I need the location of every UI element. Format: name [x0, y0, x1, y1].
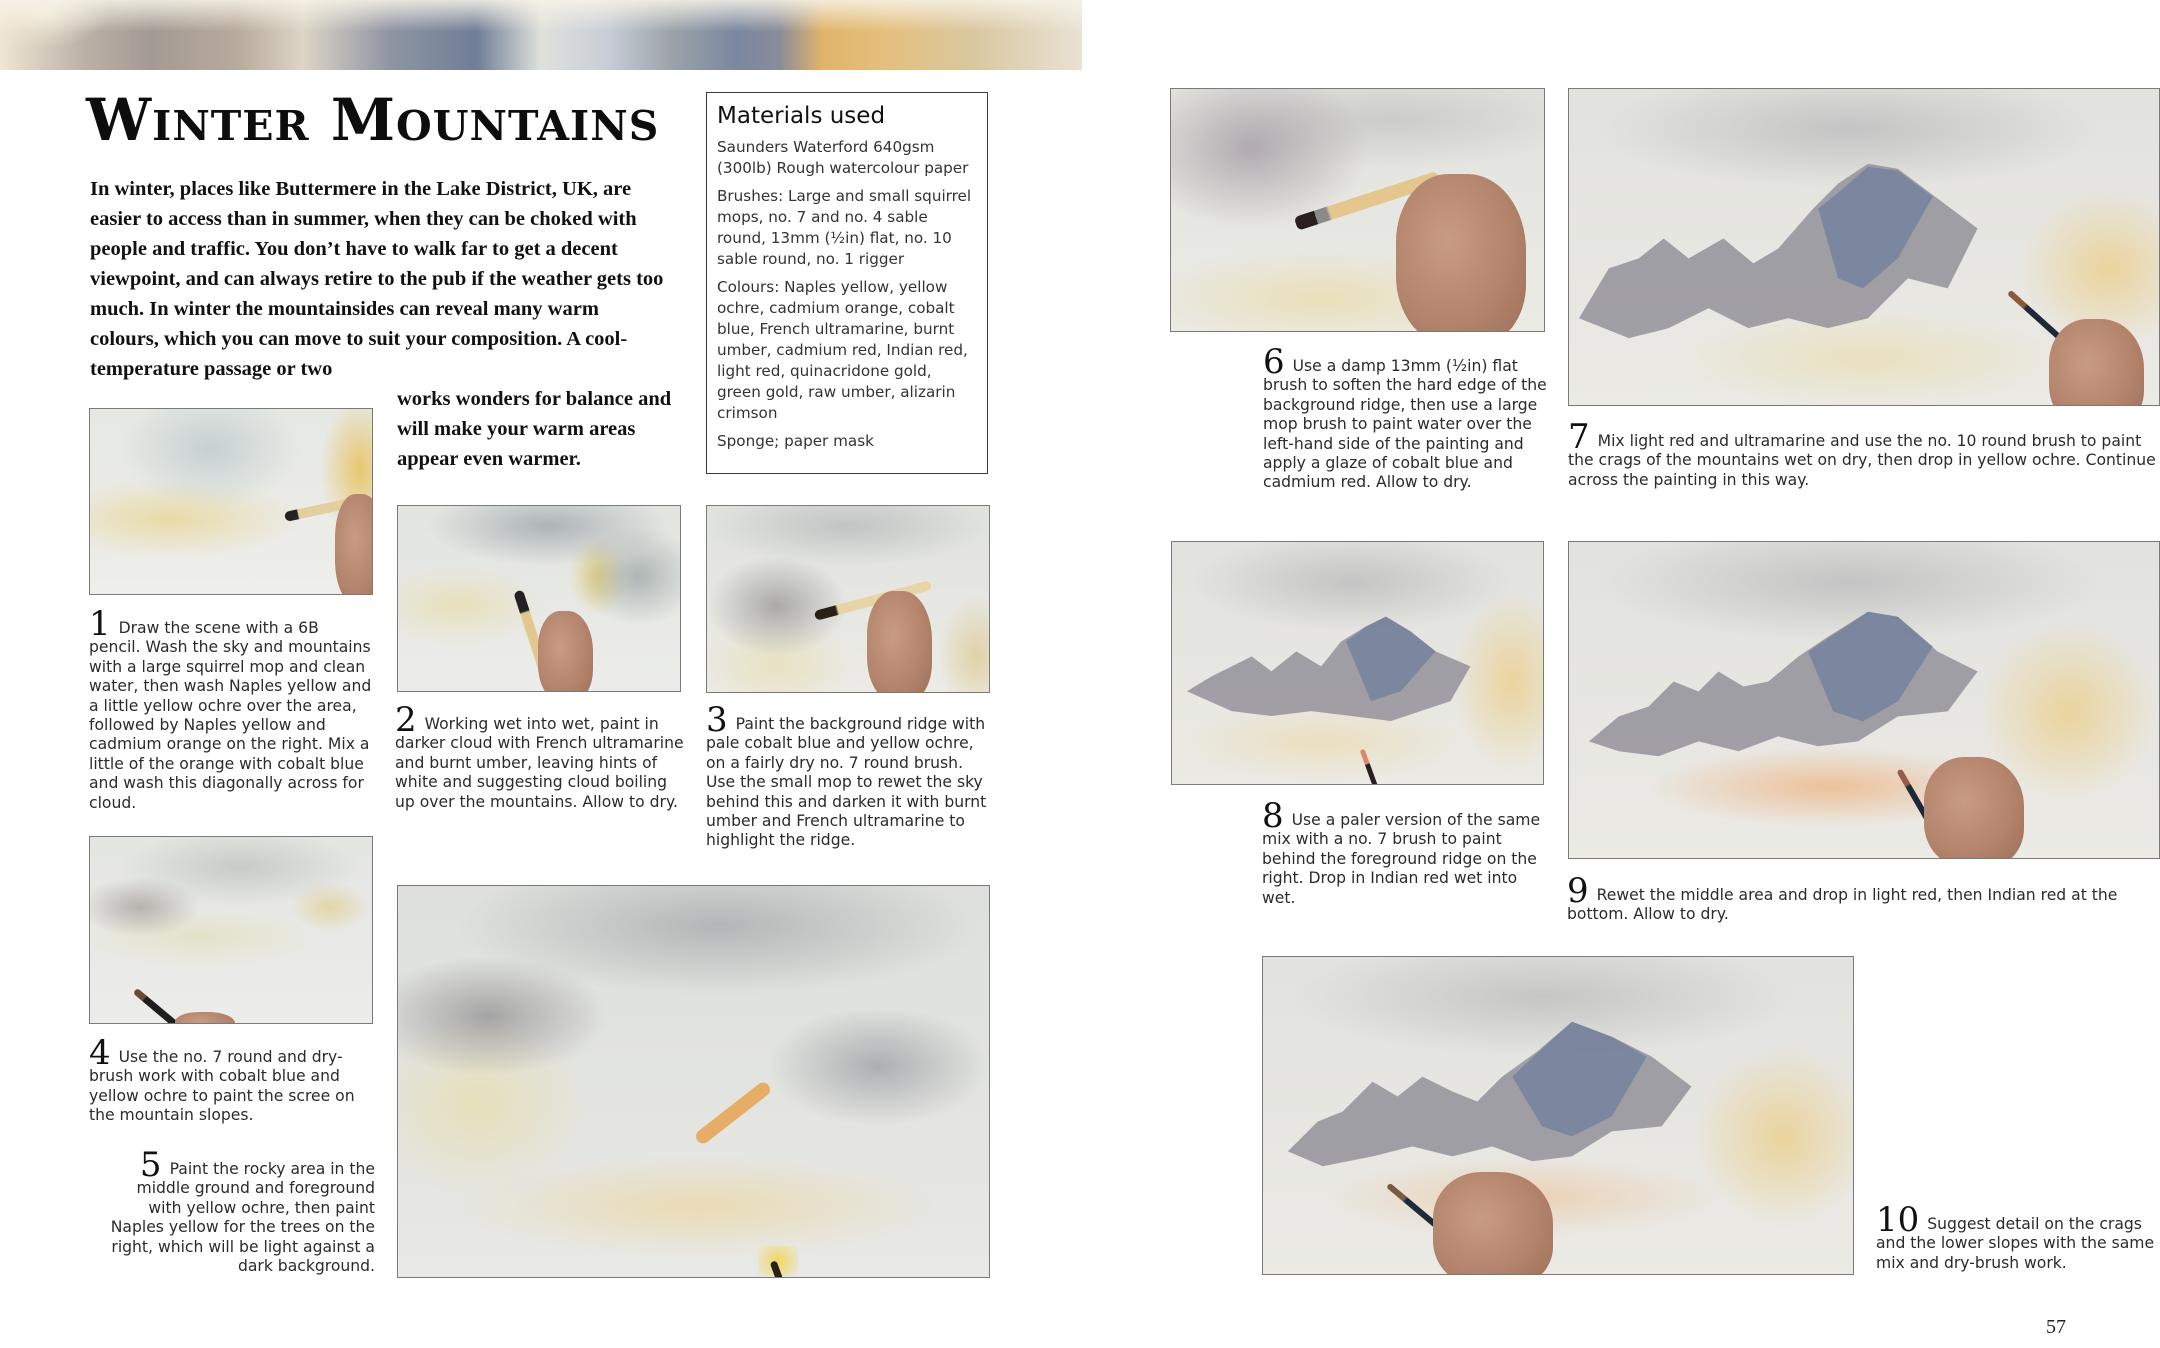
step-10-caption: 10 Suggest detail on the crags and the lower slopes with the same mix and dry-brush work.	[1876, 1200, 2155, 1272]
step-4-caption: 4 Use the no. 7 round and dry-brush work with cobalt blue and yellow ochre to paint the scree on the mountain slopes.	[89, 1033, 355, 1125]
step-number: 4	[89, 1033, 111, 1073]
step-4-photo	[89, 836, 373, 1024]
step-9-photo	[1568, 541, 2160, 859]
intro-paragraph: In winter, places like Buttermere in the Lake District, UK, are easier to access than in summer, when they can be choked with people and traffic. You don’t have to walk far to get a decent viewpoint, and can always retire to the pub if the weather gets too much. In winter the mountainsides can reveal many warm colours, which you can move to suit your composition. A cool-temperature passage or two	[90, 178, 664, 380]
step-number: 10	[1876, 1200, 1920, 1240]
materials-heading: Materials used	[717, 103, 886, 129]
mountain-crags	[1172, 542, 1543, 785]
materials-colours: Colours: Naples yellow, yellow ochre, cadmium orange, cobalt blue, French ultramarine, burnt umber, cadmium red, Indian red, light red, quinacridone gold, green gold, raw umber, alizarin crimson	[717, 278, 968, 422]
mountain-crags	[1263, 957, 1853, 1275]
materials-paper: Saunders Waterford 640gsm (300lb) Rough watercolour paper	[717, 138, 969, 177]
step-number: 9	[1567, 871, 1589, 911]
step-5-photo	[397, 885, 990, 1278]
page-number: 57	[2046, 1316, 2066, 1338]
hand-icon	[1924, 757, 2024, 859]
step-9-caption: 9 Rewet the middle area and drop in light red, then Indian red at the bottom. Allow to dry.	[1567, 871, 2118, 924]
hand-icon	[538, 611, 593, 692]
step-8-photo	[1171, 541, 1544, 785]
intro-paragraph-tail: works wonders for balance and will make your warm areas appear even warmer.	[397, 388, 672, 470]
materials-box	[706, 92, 988, 474]
step-number: 1	[89, 604, 111, 644]
step-6-photo	[1170, 88, 1545, 332]
banner-painting	[0, 0, 1082, 70]
step-3-caption: 3 Paint the background ridge with pale cobalt blue and yellow ochre, on a fairly dry no. 7 round brush. Use the small mop to rewet the sky behind this and darken it with burnt umber and French ultramarine to highlight the ridge.	[706, 700, 987, 850]
step-2-photo	[397, 505, 681, 692]
page-title: Winter Mountains	[86, 86, 660, 154]
hand-icon	[867, 591, 932, 693]
step-number: 2	[395, 700, 417, 740]
step-number: 6	[1263, 342, 1285, 382]
hand-icon	[1396, 174, 1526, 332]
step-2-caption: 2 Working wet into wet, paint in darker cloud with French ultramarine and burnt umber, leaving hints of white and suggesting cloud boiling up over the mountains. Allow to dry.	[395, 700, 684, 811]
step-1-caption: 1 Draw the scene with a 6B pencil. Wash the sky and mountains with a large squirrel mop and clean water, then wash Naples yellow and a little yellow ochre over the area, followed by Naples yellow and cadmium orange on the right. Mix a little of the orange with cobalt blue and wash this diagonally across for cloud.	[89, 604, 372, 812]
materials-brushes: Brushes: Large and small squirrel mops, no. 7 and no. 4 sable round, 13mm (½in) flat, no. 10 sable round, no. 1 rigger	[717, 187, 972, 268]
step-5-caption: 5 Paint the rocky area in the middle ground and foreground with yellow ochre, then paint Naples yellow for the trees on the right, which will be light against a dark background.	[110, 1145, 375, 1276]
step-number: 7	[1568, 417, 1590, 457]
hand-icon	[1433, 1172, 1553, 1275]
step-1-photo	[89, 408, 373, 595]
materials-other: Sponge; paper mask	[717, 432, 874, 450]
step-number: 5	[139, 1145, 162, 1185]
step-7-caption: 7 Mix light red and ultramarine and use the no. 10 round brush to paint the crags of the mountains wet on dry, then drop in yellow ochre. Continue across the painting in this way.	[1568, 417, 2156, 489]
step-10-photo	[1262, 956, 1854, 1275]
step-number: 8	[1262, 796, 1284, 836]
step-6-caption: 6 Use a damp 13mm (½in) flat brush to soften the hard edge of the background ridge, then use a large mop brush to paint water over the left-hand side of the painting and apply a glaze of cobalt blue and cadmium red. Allow to dry.	[1263, 342, 1547, 492]
step-7-photo	[1568, 88, 2160, 406]
step-8-caption: 8 Use a paler version of the same mix with a no. 7 brush to paint behind the foreground ridge on the right. Drop in Indian red wet into wet.	[1262, 796, 1541, 907]
hand-icon	[2049, 319, 2144, 406]
step-3-photo	[706, 505, 990, 693]
step-number: 3	[706, 700, 728, 740]
hand-icon	[335, 494, 373, 595]
mountain-crags	[1569, 542, 2159, 859]
